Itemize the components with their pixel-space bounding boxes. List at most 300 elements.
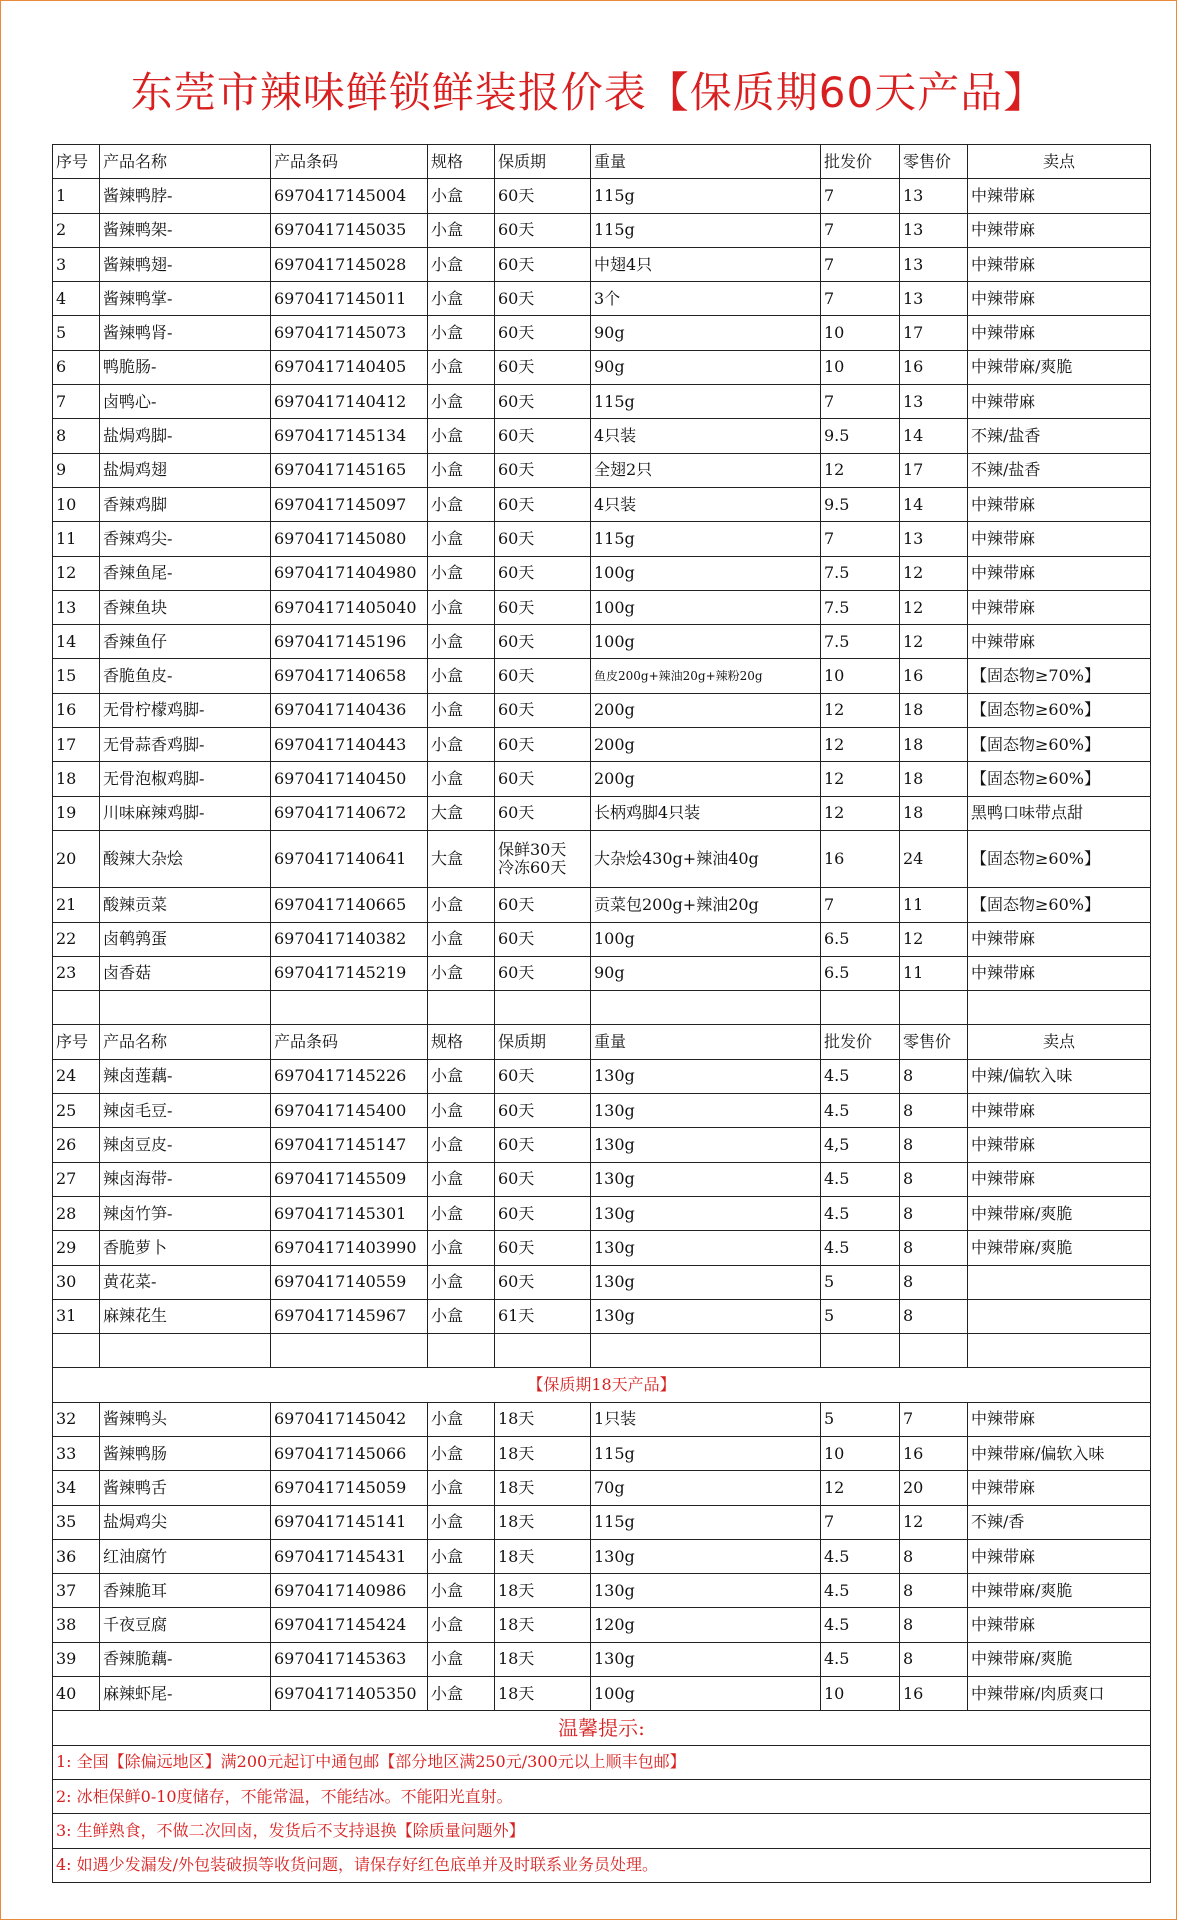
table-row: [53, 1299, 1151, 1333]
shelf-life: [495, 830, 591, 887]
retail-price: 13: [900, 522, 968, 556]
product-name: 香辣鱼块: [100, 590, 271, 624]
product-weight: 90g: [591, 316, 821, 350]
row-number: 33: [53, 1436, 100, 1470]
product-spec: 小盒: [428, 956, 495, 990]
selling-point: 中辣带麻: [968, 213, 1151, 247]
row-number: 13: [53, 590, 100, 624]
tip-line-4-text: 4: 如遇少发漏发/外包装破损等收货问题，请保存好红色底单并及时联系业务员处理。: [53, 1848, 1151, 1882]
product-name: 黄花菜-: [100, 1265, 271, 1299]
row-number: 12: [53, 556, 100, 590]
product-weight: 3个: [591, 282, 821, 316]
table-header-row-2: [53, 1025, 1151, 1059]
retail-price: 8: [900, 1094, 968, 1128]
shelf-life: 60天: [495, 282, 591, 316]
column-header: 重量: [591, 1025, 821, 1059]
product-barcode: 69704171405350: [271, 1677, 428, 1711]
product-barcode: 6970417145301: [271, 1196, 428, 1230]
product-barcode: 6970417145967: [271, 1299, 428, 1333]
product-barcode: 6970417145165: [271, 453, 428, 487]
selling-point: 中辣带麻: [968, 625, 1151, 659]
column-header: 产品条码: [271, 1025, 428, 1059]
retail-price: 12: [900, 625, 968, 659]
product-barcode: 6970417145431: [271, 1539, 428, 1573]
product-spec: 小盒: [428, 453, 495, 487]
product-barcode: 6970417145066: [271, 1436, 428, 1470]
selling-point: 中辣带麻: [968, 1608, 1151, 1642]
row-number: 5: [53, 316, 100, 350]
product-name: 酱辣鸭肾-: [100, 316, 271, 350]
retail-price: 24: [900, 830, 968, 887]
selling-point: 【固态物≥70%】: [968, 659, 1151, 693]
selling-point: 中辣带麻/爽脆: [968, 1574, 1151, 1608]
selling-point: 中辣带麻/爽脆: [968, 1196, 1151, 1230]
table-row: [53, 1539, 1151, 1573]
wholesale-price: 4.5: [821, 1642, 900, 1676]
product-name: 卤香菇: [100, 956, 271, 990]
product-spec: 小盒: [428, 556, 495, 590]
shelf-life: 60天: [495, 385, 591, 419]
product-weight: 115g: [591, 1436, 821, 1470]
product-barcode: 6970417145219: [271, 956, 428, 990]
selling-point: 中辣带麻/偏软入味: [968, 1436, 1151, 1470]
product-weight: 115g: [591, 522, 821, 556]
tip-line-2-text: 2: 冰柜保鲜0-10度储存，不能常温，不能结冰。不能阳光直射。: [53, 1779, 1151, 1813]
empty-cell: [100, 1334, 271, 1368]
product-spec: 小盒: [428, 1436, 495, 1470]
selling-point: 中辣带麻: [968, 1471, 1151, 1505]
selling-point: 中辣带麻: [968, 487, 1151, 521]
retail-price: 8: [900, 1162, 968, 1196]
retail-price: 17: [900, 453, 968, 487]
shelf-life: 60天: [495, 956, 591, 990]
product-weight: 130g: [591, 1059, 821, 1093]
product-weight: 100g: [591, 1677, 821, 1711]
product-name: 酸辣大杂烩: [100, 830, 271, 887]
empty-cell: [271, 1334, 428, 1368]
selling-point: 中辣带麻: [968, 556, 1151, 590]
product-barcode: 6970417140405: [271, 350, 428, 384]
row-number: 36: [53, 1539, 100, 1573]
empty-cell: [53, 991, 100, 1025]
row-number: 32: [53, 1402, 100, 1436]
wholesale-price: 6.5: [821, 922, 900, 956]
shelf-life: 60天: [495, 728, 591, 762]
product-spec: 小盒: [428, 316, 495, 350]
product-spec: 小盒: [428, 693, 495, 727]
product-spec: 小盒: [428, 1094, 495, 1128]
product-spec: 小盒: [428, 385, 495, 419]
wholesale-price: 10: [821, 350, 900, 384]
product-barcode: 6970417145509: [271, 1162, 428, 1196]
retail-price: 13: [900, 213, 968, 247]
product-barcode: 6970417145226: [271, 1059, 428, 1093]
retail-price: 12: [900, 590, 968, 624]
row-number: 35: [53, 1505, 100, 1539]
tips-title-text: 温馨提示:: [53, 1711, 1151, 1745]
empty-cell: [968, 991, 1151, 1025]
selling-point: 中辣带麻: [968, 1402, 1151, 1436]
table-row: [53, 453, 1151, 487]
product-barcode: 6970417145004: [271, 179, 428, 213]
shelf-life: 60天: [495, 693, 591, 727]
wholesale-price: 10: [821, 659, 900, 693]
empty-cell: [591, 991, 821, 1025]
product-spec: 小盒: [428, 522, 495, 556]
row-number: 20: [53, 830, 100, 887]
wholesale-price: 5: [821, 1299, 900, 1333]
row-number: 17: [53, 728, 100, 762]
product-barcode: 69704171405040: [271, 590, 428, 624]
product-spec: 小盒: [428, 1471, 495, 1505]
row-number: 29: [53, 1231, 100, 1265]
product-name: 香辣脆耳: [100, 1574, 271, 1608]
column-header: 批发价: [821, 1025, 900, 1059]
shelf-life-frozen: 冷冻60天: [498, 858, 567, 878]
wholesale-price: 12: [821, 762, 900, 796]
product-spec: 小盒: [428, 179, 495, 213]
retail-price: 14: [900, 487, 968, 521]
shelf-life: 18天: [495, 1436, 591, 1470]
row-number: 22: [53, 922, 100, 956]
row-number: 18: [53, 762, 100, 796]
wholesale-price: 7: [821, 179, 900, 213]
product-weight: 90g: [591, 956, 821, 990]
product-weight: 130g: [591, 1574, 821, 1608]
product-barcode: 6970417145059: [271, 1471, 428, 1505]
retail-price: 20: [900, 1471, 968, 1505]
product-barcode: 6970417145028: [271, 247, 428, 281]
shelf-life: 60天: [495, 762, 591, 796]
product-barcode: 6970417145011: [271, 282, 428, 316]
selling-point: 中辣带麻: [968, 316, 1151, 350]
product-barcode: 6970417145400: [271, 1094, 428, 1128]
row-number: 14: [53, 625, 100, 659]
table-row: [53, 1059, 1151, 1093]
column-header: 规格: [428, 145, 495, 179]
wholesale-price: 10: [821, 316, 900, 350]
shelf-life: 60天: [495, 419, 591, 453]
row-number: 15: [53, 659, 100, 693]
shelf-life: 18天: [495, 1642, 591, 1676]
column-header: 保质期: [495, 1025, 591, 1059]
shelf-life: 60天: [495, 316, 591, 350]
product-name: 鸭脆肠-: [100, 350, 271, 384]
selling-point: 【固态物≥60%】: [968, 830, 1151, 887]
product-barcode: 69704171403990: [271, 1231, 428, 1265]
shelf-life: 60天: [495, 888, 591, 922]
selling-point: 中辣带麻: [968, 1128, 1151, 1162]
product-weight: 130g: [591, 1265, 821, 1299]
empty-cell: [495, 991, 591, 1025]
shelf-life: 60天: [495, 1196, 591, 1230]
shelf-life: 18天: [495, 1608, 591, 1642]
table-row: [53, 693, 1151, 727]
row-number: 23: [53, 956, 100, 990]
selling-point: 中辣带麻: [968, 247, 1151, 281]
table-row: [53, 213, 1151, 247]
wholesale-price: 4.5: [821, 1231, 900, 1265]
product-weight: 70g: [591, 1471, 821, 1505]
tip-line-2: [53, 1779, 1151, 1813]
selling-point: 中辣带麻: [968, 179, 1151, 213]
wholesale-price: 4.5: [821, 1094, 900, 1128]
shelf-life: 60天: [495, 453, 591, 487]
shelf-life-fresh: 保鲜30天: [498, 840, 567, 860]
selling-point: 不辣/盐香: [968, 453, 1151, 487]
shelf-life: 60天: [495, 1059, 591, 1093]
product-name: 千夜豆腐: [100, 1608, 271, 1642]
product-weight: 90g: [591, 350, 821, 384]
product-name: 麻辣虾尾-: [100, 1677, 271, 1711]
wholesale-price: 4.5: [821, 1162, 900, 1196]
product-name: 酱辣鸭掌-: [100, 282, 271, 316]
product-weight: 130g: [591, 1094, 821, 1128]
selling-point: 中辣/偏软入味: [968, 1059, 1151, 1093]
table-row: [53, 247, 1151, 281]
product-weight: 130g: [591, 1231, 821, 1265]
table-row: [53, 1128, 1151, 1162]
shelf-life: 60天: [495, 922, 591, 956]
product-name: 辣卤毛豆-: [100, 1094, 271, 1128]
row-number: 37: [53, 1574, 100, 1608]
product-name: 辣卤海带-: [100, 1162, 271, 1196]
product-spec: 小盒: [428, 1574, 495, 1608]
retail-price: 8: [900, 1539, 968, 1573]
shelf-life: 18天: [495, 1677, 591, 1711]
wholesale-price: 7: [821, 522, 900, 556]
product-weight: 115g: [591, 179, 821, 213]
product-spec: 小盒: [428, 1299, 495, 1333]
table-row: [53, 1162, 1151, 1196]
empty-cell: [53, 1334, 100, 1368]
selling-point: 中辣带麻: [968, 590, 1151, 624]
table-row: [53, 1677, 1151, 1711]
shelf-life: 60天: [495, 522, 591, 556]
product-name: 盐焗鸡尖: [100, 1505, 271, 1539]
product-spec: 小盒: [428, 922, 495, 956]
selling-point: 中辣带麻/爽脆: [968, 1642, 1151, 1676]
column-header: 重量: [591, 145, 821, 179]
shelf-life: 18天: [495, 1471, 591, 1505]
retail-price: 8: [900, 1608, 968, 1642]
product-name: 卤鹌鹑蛋: [100, 922, 271, 956]
row-number: 16: [53, 693, 100, 727]
product-weight: 130g: [591, 1128, 821, 1162]
empty-cell: [900, 1334, 968, 1368]
column-header: 产品名称: [100, 1025, 271, 1059]
shelf-life: 18天: [495, 1539, 591, 1573]
tip-line-4: [53, 1848, 1151, 1882]
product-weight: 200g: [591, 762, 821, 796]
shelf-life: 60天: [495, 556, 591, 590]
product-barcode: 6970417145097: [271, 487, 428, 521]
table-row: [53, 796, 1151, 830]
shelf-life: 60天: [495, 796, 591, 830]
product-barcode: 6970417140436: [271, 693, 428, 727]
product-name: 香脆鱼皮-: [100, 659, 271, 693]
table-row: [53, 1094, 1151, 1128]
retail-price: 7: [900, 1402, 968, 1436]
product-barcode: 69704171404980: [271, 556, 428, 590]
row-number: 25: [53, 1094, 100, 1128]
wholesale-price: 7.5: [821, 590, 900, 624]
product-barcode: 6970417140382: [271, 922, 428, 956]
table-row: [53, 1402, 1151, 1436]
wholesale-price: 5: [821, 1265, 900, 1299]
wholesale-price: 12: [821, 796, 900, 830]
row-number: 40: [53, 1677, 100, 1711]
product-spec: 小盒: [428, 625, 495, 659]
table-row: [53, 1505, 1151, 1539]
product-name: 盐焗鸡脚-: [100, 419, 271, 453]
selling-point: 【固态物≥60%】: [968, 888, 1151, 922]
retail-price: 18: [900, 796, 968, 830]
tip-line-1-text: 1: 全国【除偏远地区】满200元起订中通包邮【部分地区满250元/300元以上顺丰包邮】: [53, 1745, 1151, 1779]
product-spec: 小盒: [428, 888, 495, 922]
retail-price: 8: [900, 1231, 968, 1265]
retail-price: 11: [900, 956, 968, 990]
selling-point: [968, 1299, 1151, 1333]
wholesale-price: 9.5: [821, 419, 900, 453]
tip-line-3-text: 3: 生鲜熟食，不做二次回卤，发货后不支持退换【除质量问题外】: [53, 1814, 1151, 1848]
table-row: [53, 1196, 1151, 1230]
product-name: 香脆萝卜: [100, 1231, 271, 1265]
table-row: [53, 590, 1151, 624]
table-row: [53, 762, 1151, 796]
product-spec: 小盒: [428, 1539, 495, 1573]
selling-point: 中辣带麻: [968, 282, 1151, 316]
shelf-life: 60天: [495, 1265, 591, 1299]
product-spec: 小盒: [428, 590, 495, 624]
product-weight: 130g: [591, 1539, 821, 1573]
shelf-life: 18天: [495, 1505, 591, 1539]
retail-price: 13: [900, 282, 968, 316]
product-name: 盐焗鸡翅: [100, 453, 271, 487]
empty-cell: [428, 1334, 495, 1368]
section-banner-18-days-text: 【保质期18天产品】: [53, 1368, 1151, 1402]
product-spec: 小盒: [428, 1505, 495, 1539]
table-header-row: [53, 145, 1151, 179]
product-spec: 小盒: [428, 1128, 495, 1162]
column-header: 产品名称: [100, 145, 271, 179]
product-barcode: 6970417145073: [271, 316, 428, 350]
empty-cell: [591, 1334, 821, 1368]
product-name: 香辣鱼仔: [100, 625, 271, 659]
row-number: 10: [53, 487, 100, 521]
retail-price: 12: [900, 556, 968, 590]
product-name: 酱辣鸭翅-: [100, 247, 271, 281]
row-number: 3: [53, 247, 100, 281]
selling-point: 中辣带麻: [968, 956, 1151, 990]
product-weight: 贡菜包200g+辣油20g: [591, 888, 821, 922]
retail-price: 16: [900, 1677, 968, 1711]
product-spec: 小盒: [428, 1059, 495, 1093]
retail-price: 18: [900, 728, 968, 762]
table-row: [53, 659, 1151, 693]
row-number: 7: [53, 385, 100, 419]
shelf-life: 18天: [495, 1402, 591, 1436]
column-header: 保质期: [495, 145, 591, 179]
wholesale-price: 12: [821, 728, 900, 762]
product-name: 酱辣鸭肠: [100, 1436, 271, 1470]
price-table-body: [53, 145, 1151, 1883]
product-name: 辣卤竹笋-: [100, 1196, 271, 1230]
wholesale-price: 4.5: [821, 1196, 900, 1230]
product-spec: 小盒: [428, 282, 495, 316]
column-header: 卖点: [968, 145, 1151, 179]
table-row: [53, 556, 1151, 590]
shelf-life: 60天: [495, 1231, 591, 1265]
product-spec: 大盒: [428, 830, 495, 887]
product-name: 无骨蒜香鸡脚-: [100, 728, 271, 762]
row-number: 9: [53, 453, 100, 487]
empty-cell: [100, 991, 271, 1025]
wholesale-price: 10: [821, 1677, 900, 1711]
row-number: 39: [53, 1642, 100, 1676]
product-barcode: 6970417145424: [271, 1608, 428, 1642]
selling-point: 【固态物≥60%】: [968, 693, 1151, 727]
product-weight: 130g: [591, 1196, 821, 1230]
row-number: 21: [53, 888, 100, 922]
row-number: 27: [53, 1162, 100, 1196]
row-number: 24: [53, 1059, 100, 1093]
product-weight: 鱼皮200g+辣油20g+辣粉20g: [591, 659, 821, 693]
empty-row: [53, 1334, 1151, 1368]
product-name: 川味麻辣鸡脚-: [100, 796, 271, 830]
table-row: [53, 1642, 1151, 1676]
selling-point: 黑鸭口味带点甜: [968, 796, 1151, 830]
table-row: [53, 1608, 1151, 1642]
retail-price: 14: [900, 419, 968, 453]
column-header: 卖点: [968, 1025, 1151, 1059]
row-number: 31: [53, 1299, 100, 1333]
retail-price: 16: [900, 1436, 968, 1470]
section-banner-18-days: [53, 1368, 1151, 1402]
product-weight: 100g: [591, 625, 821, 659]
column-header: 产品条码: [271, 145, 428, 179]
empty-cell: [821, 1334, 900, 1368]
retail-price: 11: [900, 888, 968, 922]
product-spec: 小盒: [428, 659, 495, 693]
wholesale-price: 7: [821, 282, 900, 316]
wholesale-price: 16: [821, 830, 900, 887]
row-number: 11: [53, 522, 100, 556]
retail-price: 13: [900, 247, 968, 281]
table-row: [53, 385, 1151, 419]
empty-cell: [900, 991, 968, 1025]
product-weight: 115g: [591, 213, 821, 247]
product-name: 辣卤莲藕-: [100, 1059, 271, 1093]
table-row: [53, 282, 1151, 316]
row-number: 8: [53, 419, 100, 453]
row-number: 30: [53, 1265, 100, 1299]
shelf-life: 61天: [495, 1299, 591, 1333]
wholesale-price: 5: [821, 1402, 900, 1436]
product-name: 辣卤豆皮-: [100, 1128, 271, 1162]
product-name: 红油腐竹: [100, 1539, 271, 1573]
product-barcode: 6970417140450: [271, 762, 428, 796]
product-weight: 中翅4只: [591, 247, 821, 281]
retail-price: 8: [900, 1265, 968, 1299]
product-name: 酱辣鸭头: [100, 1402, 271, 1436]
wholesale-price: 4.5: [821, 1574, 900, 1608]
product-name: 卤鸭心-: [100, 385, 271, 419]
selling-point: 中辣带麻: [968, 522, 1151, 556]
row-number: 38: [53, 1608, 100, 1642]
product-spec: 小盒: [428, 728, 495, 762]
wholesale-price: 6.5: [821, 956, 900, 990]
